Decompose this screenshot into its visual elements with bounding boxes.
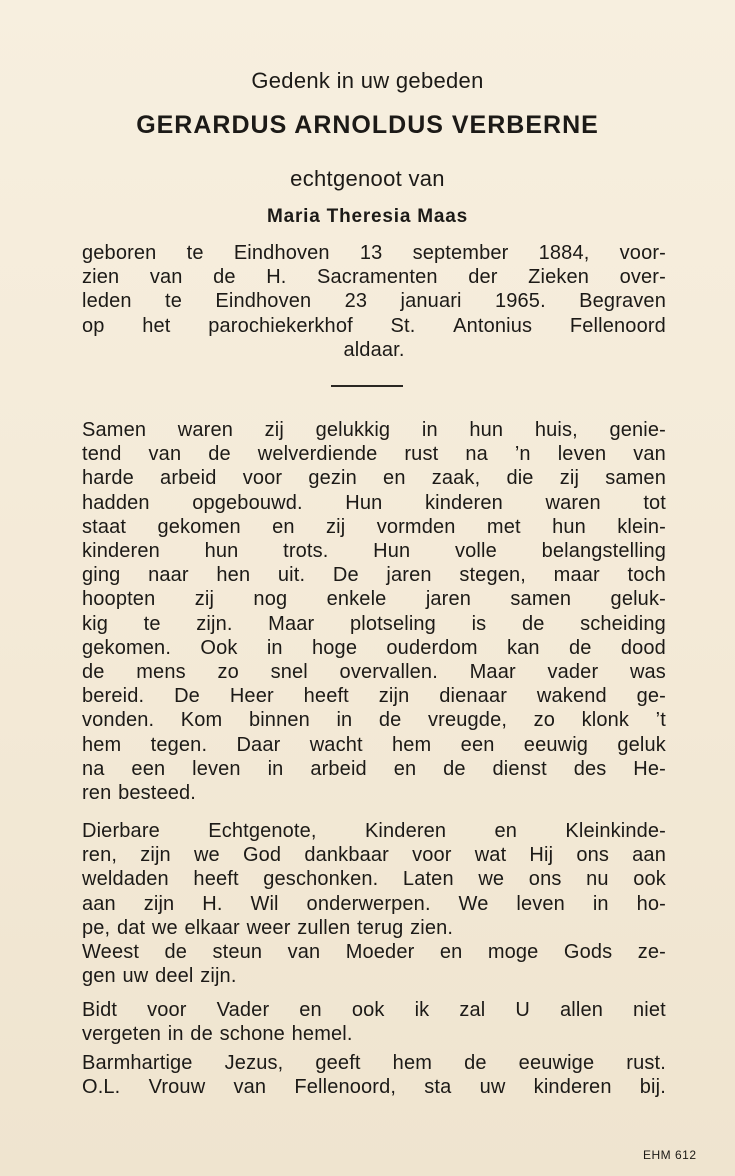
text-line: kig te zijn. Maar plotseling is de scheiding [82, 612, 666, 635]
biography-line: op het parochiekerkhof St. Antonius Fellenoord [82, 314, 666, 337]
intro-line: Gedenk in uw gebeden [251, 68, 484, 93]
text-line: kinderen hun trots. Hun volle belangstelling [82, 540, 666, 563]
text-line: hem tegen. Daar wacht hem een eeuwig geluk [82, 733, 666, 756]
memorial-paragraph-4 [82, 1051, 666, 1099]
text-line: ren, zijn we God dankbaar voor wat Hij ons aan [82, 844, 666, 867]
biography-line: aldaar. [343, 338, 405, 361]
text-line: Samen waren zij gelukkig in hun huis, genie- [82, 419, 666, 441]
memorial-paragraph-2 [82, 819, 666, 988]
text-line: staat gekomen en zij vormden met hun klein- [82, 515, 666, 538]
memorial-paragraph-3 [82, 998, 666, 1046]
text-line: harde arbeid voor gezin en zaak, die zij samen [82, 467, 666, 490]
text-line: gekomen. Ook in hoge ouderdom kan de dood [82, 636, 666, 659]
biography-paragraph [82, 241, 666, 362]
text-line: vonden. Kom binnen in de vreugde, zo klonk ’t [82, 709, 666, 732]
relation-line: echtgenoot van [290, 166, 445, 191]
biography-line: leden te Eindhoven 23 januari 1965. Begraven [82, 290, 666, 313]
deceased-name: GERARDUS ARNOLDUS VERBERNE [136, 111, 599, 139]
text-line: pe, dat we elkaar weer zullen terug zien. [82, 916, 454, 939]
text-line: vergeten in de schone hemel. [82, 1023, 353, 1046]
text-line: Barmhartige Jezus, geeft hem de eeuwige rust. [82, 1052, 666, 1074]
text-line: Weest de steun van Moeder en moge Gods ze- [82, 941, 666, 964]
text-line: na een leven in arbeid en de dienst des He- [82, 757, 666, 780]
text-line: aan zijn H. Wil onderwerpen. We leven in ho- [82, 892, 666, 915]
biography-line: zien van de H. Sacramenten der Zieken over- [82, 266, 666, 289]
text-line: O.L. Vrouw van Fellenoord, sta uw kinderen bij. [82, 1076, 666, 1099]
text-line: hadden opgebouwd. Hun kinderen waren tot [82, 491, 666, 514]
text-line: Bidt voor Vader en ook ik zal U allen niet [82, 999, 666, 1021]
text-line: Dierbare Echtgenote, Kinderen en Kleinkinde- [82, 820, 666, 842]
memorial-paragraph-1 [82, 418, 666, 805]
text-line: hoopten zij nog enkele jaren samen geluk- [82, 588, 666, 611]
biography-line: geboren te Eindhoven 13 september 1884, voor- [82, 242, 666, 264]
text-line: weldaden heeft geschonken. Laten we ons nu ook [82, 868, 666, 891]
text-line: gen uw deel zijn. [82, 965, 237, 988]
section-divider [331, 385, 403, 387]
text-line: ging naar hen uit. De jaren stegen, maar toch [82, 564, 666, 587]
text-line: bereid. De Heer heeft zijn dienaar wakend ge- [82, 685, 666, 708]
spouse-name: Maria Theresia Maas [266, 206, 469, 227]
text-line: ren besteed. [82, 782, 196, 805]
text-line: de mens zo snel overvallen. Maar vader was [82, 661, 666, 684]
text-line: tend van de welverdiende rust na ’n leven van [82, 443, 666, 466]
print-code: EHM 612 [643, 1148, 697, 1162]
